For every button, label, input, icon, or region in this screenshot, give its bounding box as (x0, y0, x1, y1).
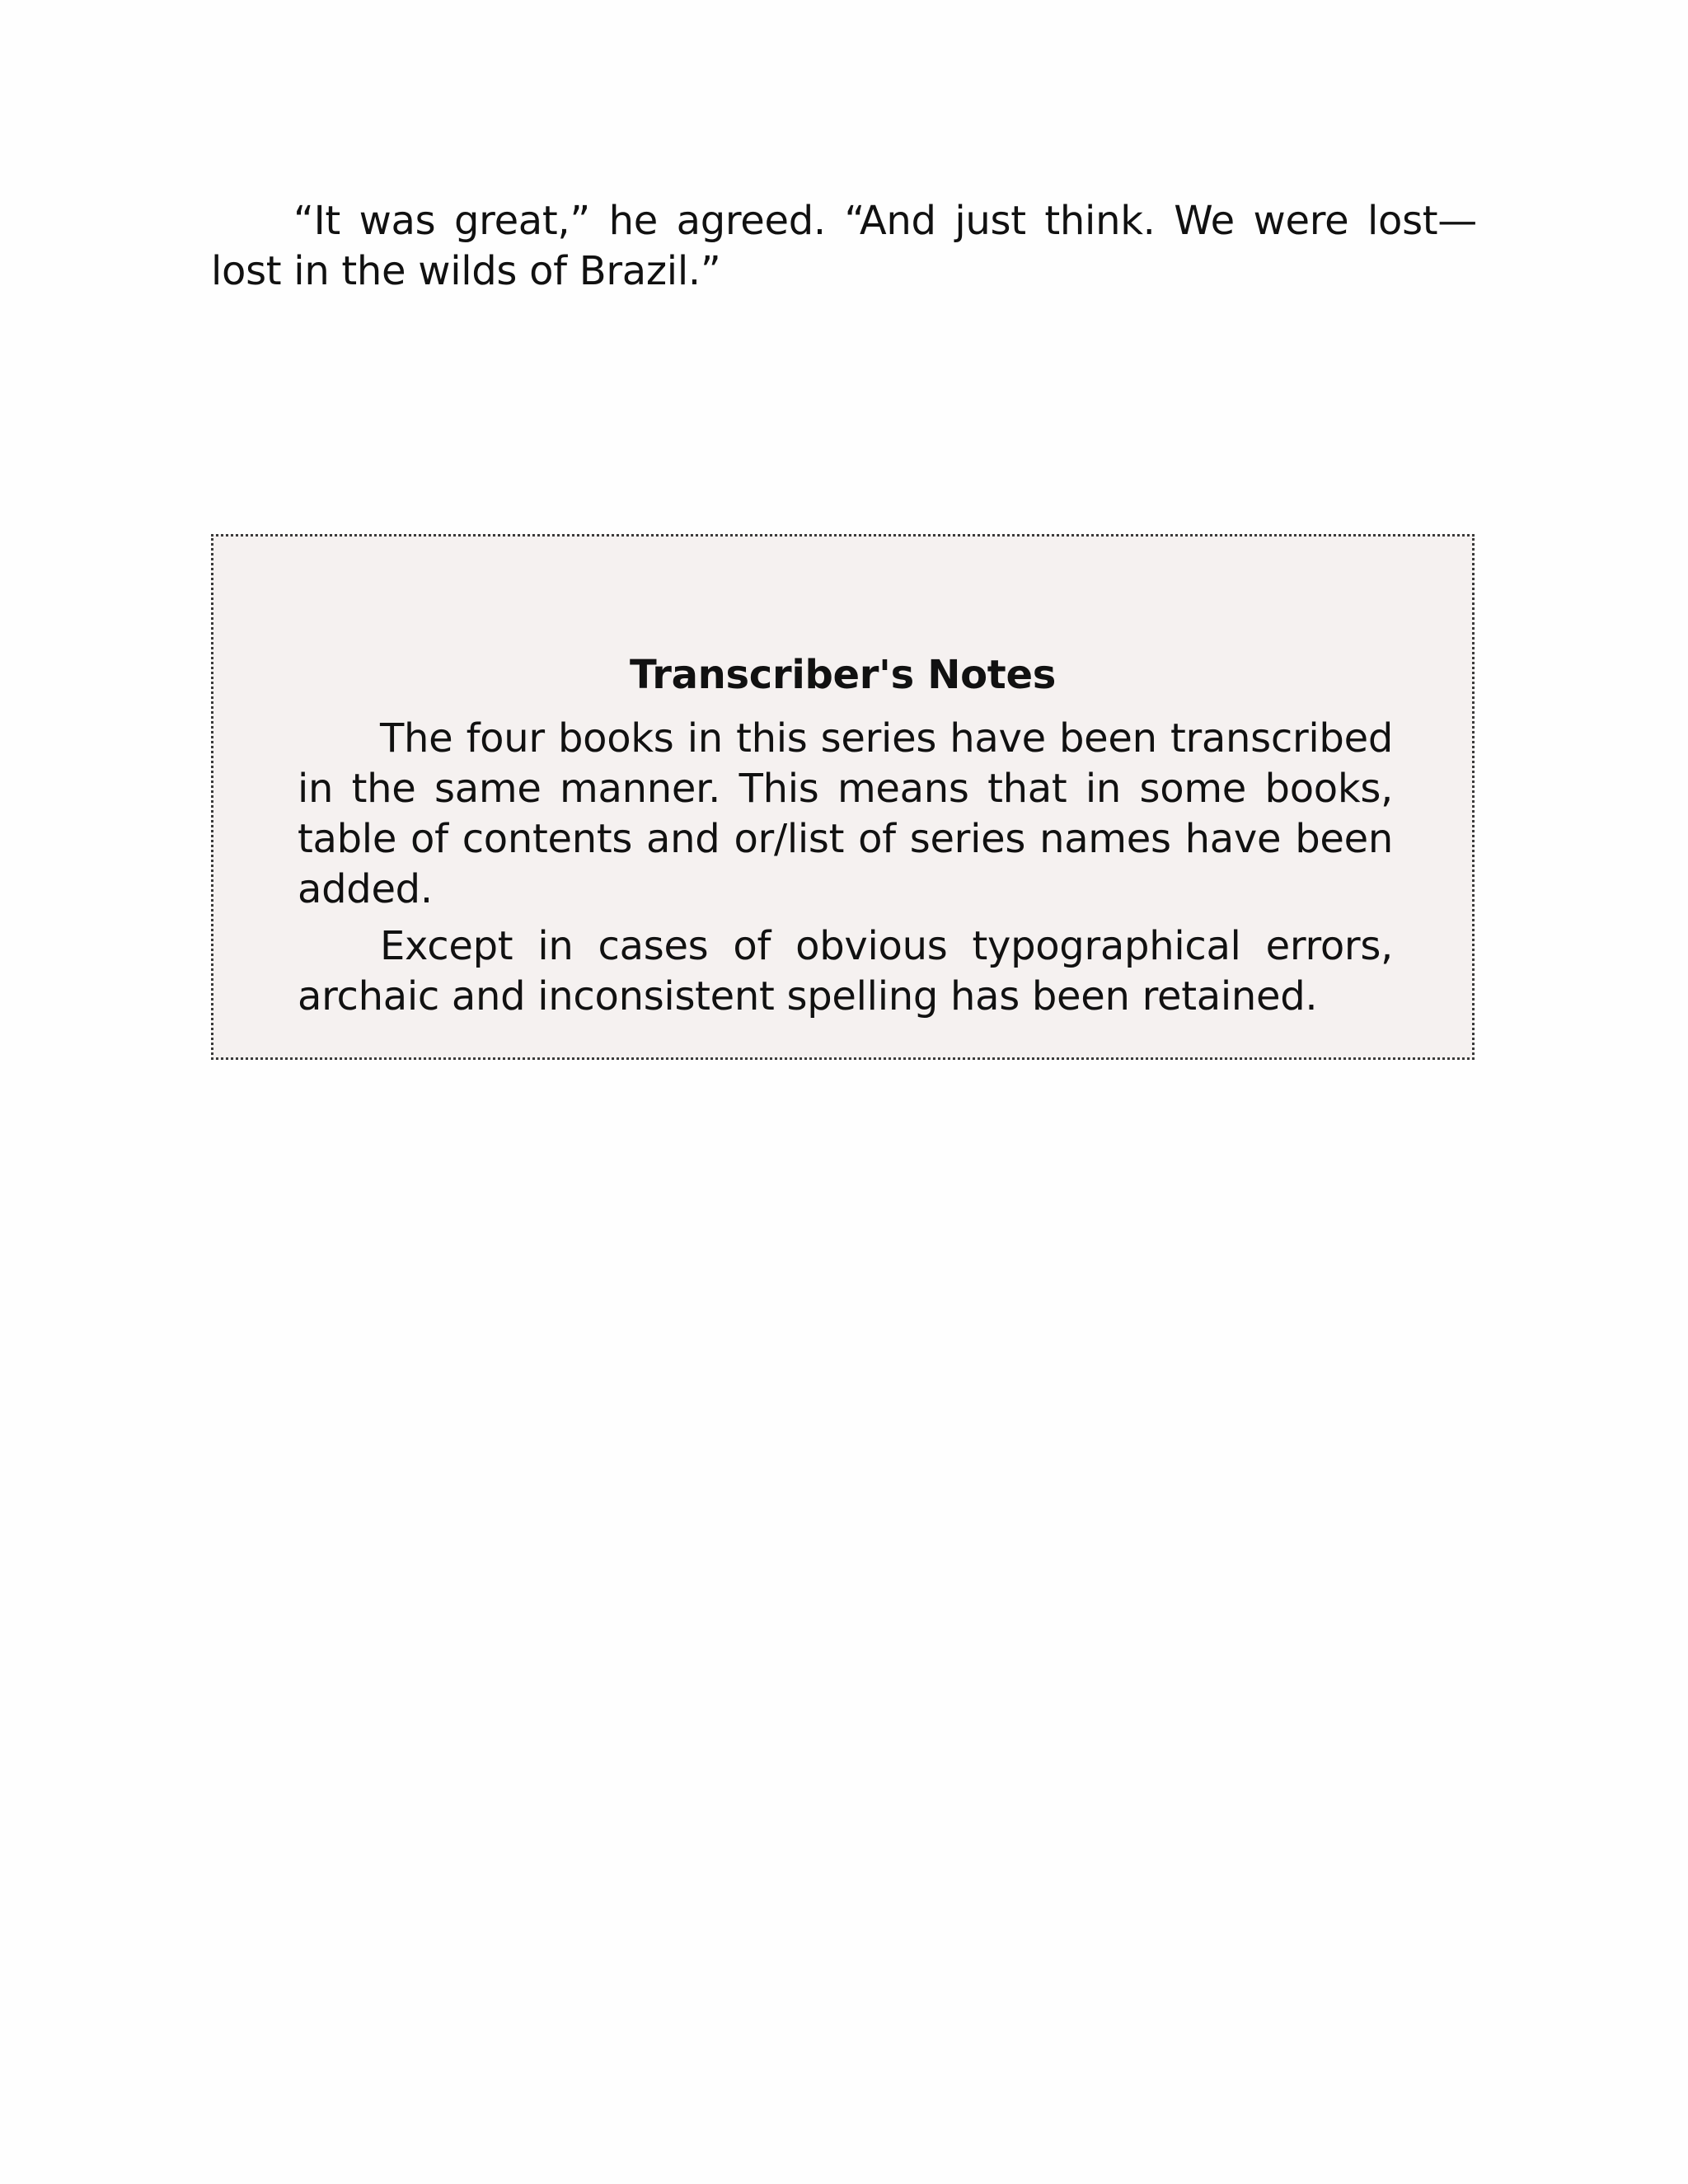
notes-title: Transcriber's Notes (630, 652, 1056, 698)
story-paragraph: “It was great,” he agreed. “And just think. We were lost—lost in the wilds of Brazil.” (211, 198, 1477, 294)
transcribers-notes-box (211, 534, 1475, 1060)
notes-paragraph: The four books in this series have been transcribed in the same manner. This means that in some books, table of contents and or/list of series names have been added. (298, 715, 1393, 912)
notes-content (298, 714, 1393, 1029)
story-text (211, 196, 1477, 297)
notes-paragraph: Except in cases of obvious typographical errors, archaic and inconsistent spelling has been retained. (298, 923, 1393, 1019)
